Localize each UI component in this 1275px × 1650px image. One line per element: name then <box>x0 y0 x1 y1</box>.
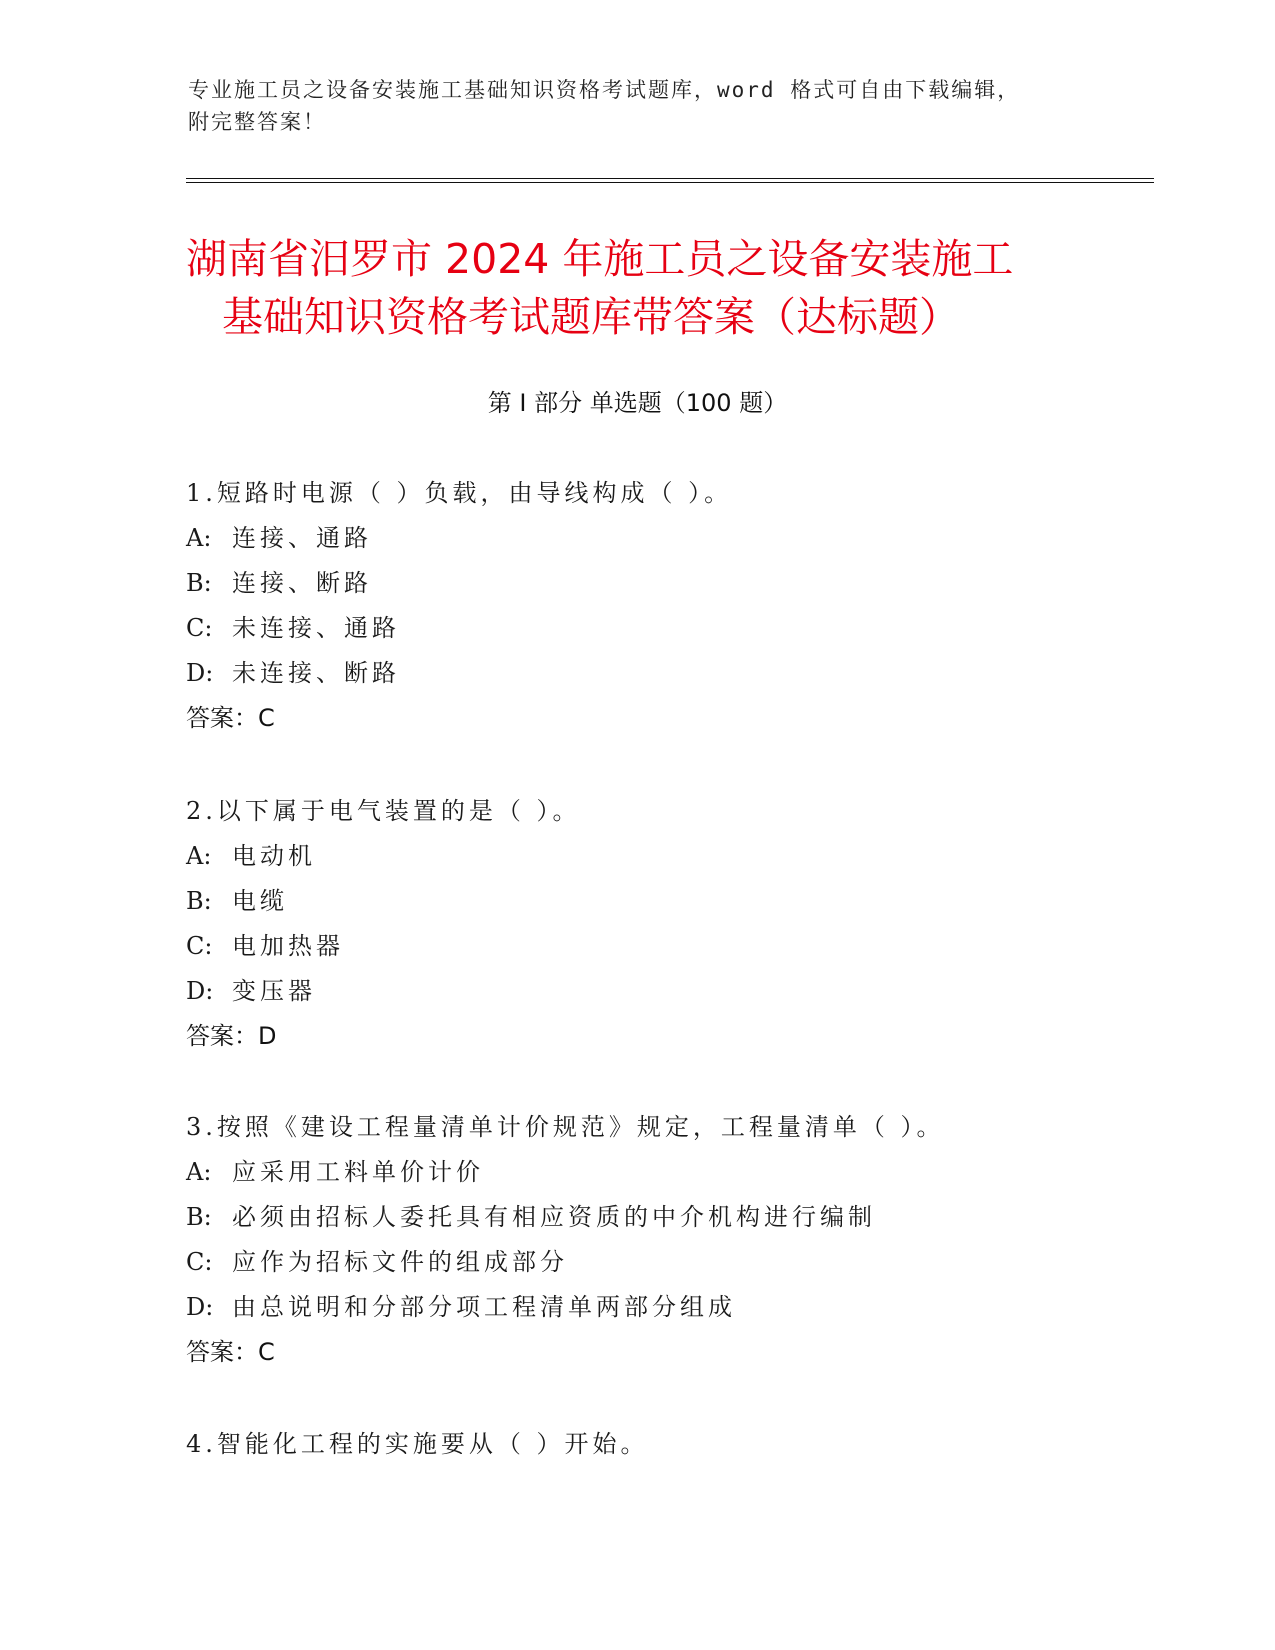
option-letter: A: <box>186 842 212 870</box>
header-divider-bottom <box>186 182 1154 183</box>
option-text: 连接、断路 <box>232 569 372 597</box>
option-letter: D: <box>186 1293 214 1321</box>
option-letter: B: <box>186 569 212 597</box>
answer-line: 答案：C <box>186 1338 275 1366</box>
question-stem: 3.按照《建设工程量清单计价规范》规定，工程量清单（ ）。 <box>186 1113 945 1141</box>
option-text: 电缆 <box>232 887 288 915</box>
option-b <box>186 1195 1146 1240</box>
option-text: 未连接、断路 <box>232 659 400 687</box>
option-letter: B: <box>186 887 212 915</box>
header-divider-top <box>186 178 1154 179</box>
option-c <box>186 606 1146 651</box>
option-a <box>186 1150 1146 1195</box>
option-text: 未连接、通路 <box>232 614 400 642</box>
question-stem: 2.以下属于电气装置的是（ ）。 <box>186 797 581 825</box>
option-b <box>186 561 1146 606</box>
option-b <box>186 879 1146 924</box>
option-text: 应采用工料单价计价 <box>232 1158 484 1186</box>
question-stem: 4.智能化工程的实施要从（ ）开始。 <box>186 1430 649 1458</box>
option-a <box>186 834 1146 879</box>
option-letter: B: <box>186 1203 212 1231</box>
option-c <box>186 1240 1146 1285</box>
header-note <box>188 74 1068 138</box>
option-d <box>186 969 1146 1014</box>
document-title <box>186 230 1086 346</box>
answer-line: 答案：C <box>186 704 275 732</box>
answer-line: 答案：D <box>186 1022 277 1050</box>
option-d <box>186 651 1146 696</box>
question-stem: 1.短路时电源（ ）负载，由导线构成（ ）。 <box>186 479 733 507</box>
document-title-line-2: 基础知识资格考试题库带答案（达标题） <box>222 293 960 341</box>
option-text: 必须由招标人委托具有相应资质的中介机构进行编制 <box>232 1203 876 1231</box>
question-4 <box>186 1422 1146 1467</box>
option-letter: C: <box>186 1248 213 1276</box>
section-heading: 第 I 部分 单选题（100 题） <box>487 389 788 417</box>
question-3 <box>186 1105 1146 1375</box>
option-letter: A: <box>186 524 212 552</box>
header-note-line-2: 附完整答案！ <box>188 110 326 134</box>
option-letter: C: <box>186 932 213 960</box>
option-letter: D: <box>186 977 214 1005</box>
option-text: 变压器 <box>232 977 316 1005</box>
document-title-line-1: 湖南省汨罗市 2024 年施工员之设备安装施工 <box>186 235 1014 283</box>
option-d <box>186 1285 1146 1330</box>
option-text: 由总说明和分部分项工程清单两部分组成 <box>232 1293 736 1321</box>
option-letter: D: <box>186 659 214 687</box>
option-c <box>186 924 1146 969</box>
question-2 <box>186 789 1146 1059</box>
header-note-line-1: 专业施工员之设备安装施工基础知识资格考试题库，word 格式可自由下载编辑， <box>188 78 1021 102</box>
option-letter: A: <box>186 1158 212 1186</box>
option-letter: C: <box>186 614 213 642</box>
option-text: 电动机 <box>232 842 316 870</box>
option-a <box>186 516 1146 561</box>
option-text: 电加热器 <box>232 932 344 960</box>
option-text: 应作为招标文件的组成部分 <box>232 1248 568 1276</box>
option-text: 连接、通路 <box>232 524 372 552</box>
question-1 <box>186 471 1146 741</box>
